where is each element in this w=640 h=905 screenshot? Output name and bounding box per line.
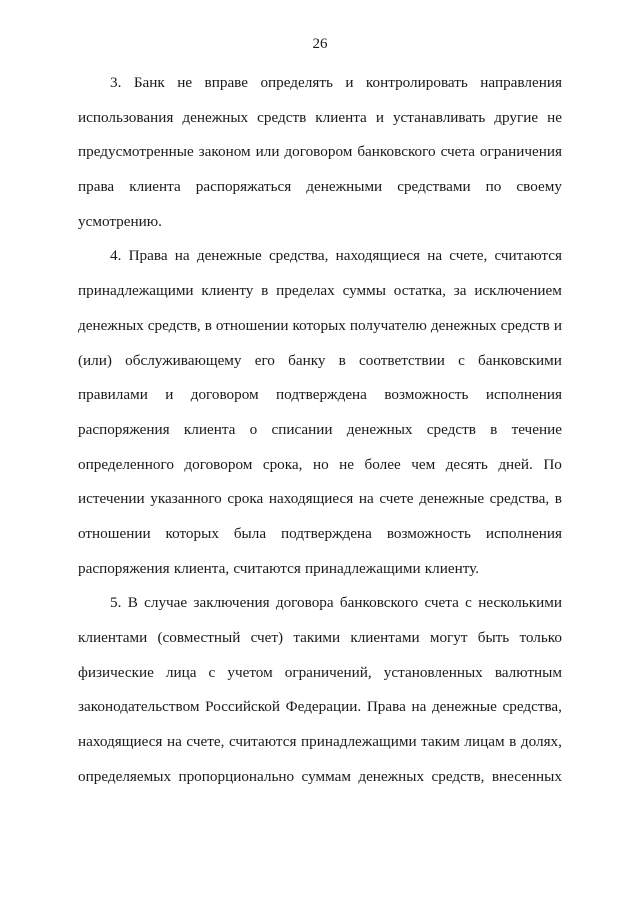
text-line: принадлежащими клиенту в пределах суммы остатка, за исключением [78, 282, 562, 300]
text-line: использования денежных средств клиента и устанавливать другие не [78, 108, 562, 126]
text-line: 4. Права на денежные средства, находящиеся на счете, считаются [110, 247, 562, 265]
text-line: (или) обслуживающему его банку в соответствии с банковскими [78, 351, 562, 369]
text-line: определяемых пропорционально суммам денежных средств, внесенных [78, 767, 562, 785]
text-line: клиентами (совместный счет) такими клиентами могут быть только [78, 629, 562, 646]
paragraph-3 [78, 66, 562, 239]
paragraph-5 [78, 586, 562, 794]
text-line: отношении которых была подтверждена возможность исполнения [78, 524, 562, 542]
page-number: 26 [312, 36, 328, 52]
text-line: 3. Банк не вправе определять и контролировать направления [110, 74, 562, 91]
text-line: правилами и договором подтверждена возможность исполнения [78, 386, 562, 404]
text-line: 5. В случае заключения договора банковского счета с несколькими [110, 594, 562, 612]
text-line: находящиеся на счете, считаются принадлежащими таким лицам в долях, [78, 733, 562, 751]
text-line: распоряжения клиента, считаются принадлежащими клиенту. [78, 559, 480, 577]
paragraph-4 [78, 239, 562, 586]
text-line: права клиента распоряжаться денежными средствами по своему [78, 178, 562, 196]
text-line: усмотрению. [78, 212, 162, 230]
text-line: определенного договором срока, но не более чем десять дней. По [78, 455, 562, 473]
text-line: законодательством Российской Федерации. Права на денежные средства, [78, 698, 562, 716]
text-line: истечении указанного срока находящиеся на счете денежные средства, в [78, 490, 562, 508]
text-line: предусмотренные законом или договором банковского счета ограничения [78, 143, 562, 161]
document-body [78, 66, 562, 794]
text-line: физические лица с учетом ограничений, установленных валютным [78, 663, 562, 681]
text-line: распоряжения клиента о списании денежных средств в течение [78, 420, 562, 438]
text-line: денежных средств, в отношении которых получателю денежных средств и [78, 316, 562, 334]
